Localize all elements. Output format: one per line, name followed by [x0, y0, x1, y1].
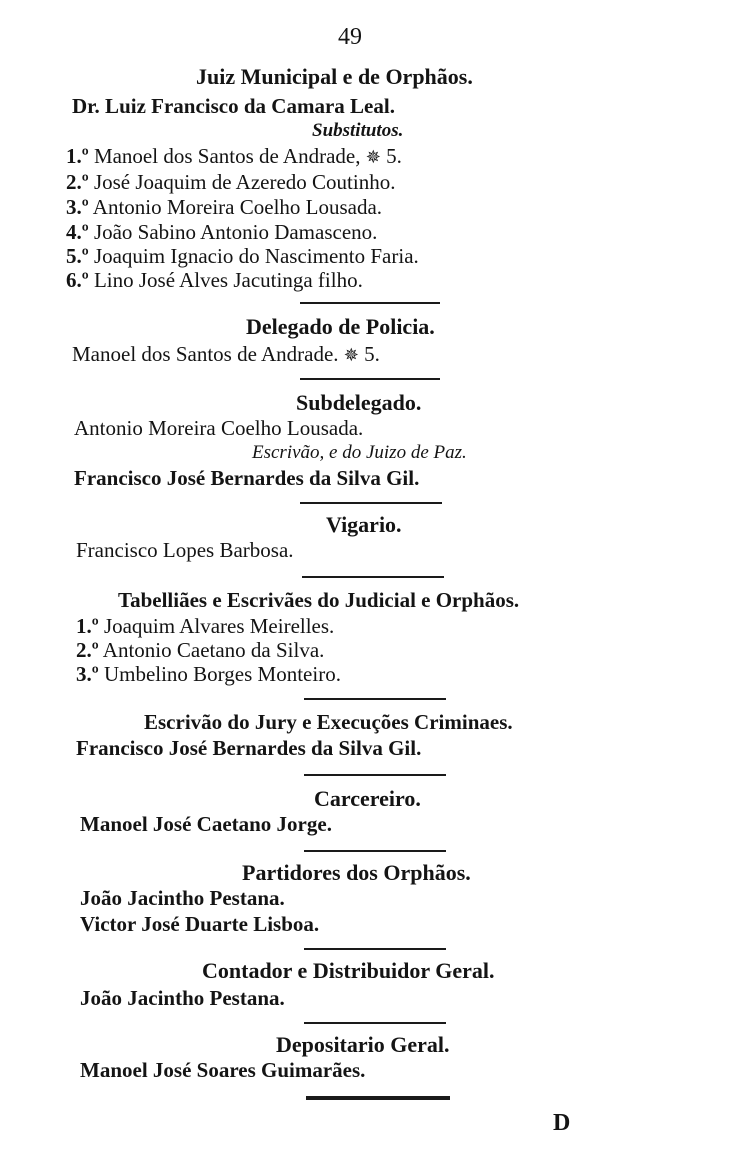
- list-item: [66, 244, 419, 269]
- item-text: João Sabino Antonio Damasceno.: [93, 220, 378, 244]
- heading-contador: Contador e Distribuidor Geral.: [202, 958, 495, 983]
- heading-partidores: Partidores dos Orphãos.: [242, 860, 471, 885]
- item-suffix: 5.: [386, 144, 402, 168]
- divider: [300, 502, 442, 504]
- end-divider: [306, 1096, 450, 1100]
- item-number: 5.º: [66, 244, 89, 268]
- divider: [304, 698, 446, 700]
- list-item: [66, 170, 395, 195]
- heading-juiz: Juiz Municipal e de Orphãos.: [196, 64, 473, 89]
- carcereiro-name: Manoel José Caetano Jorge.: [80, 812, 332, 836]
- list-item: [76, 638, 324, 663]
- item-text: Manoel dos Santos de Andrade,: [93, 144, 361, 168]
- item-number: 4.º: [66, 220, 89, 244]
- divider: [300, 378, 440, 380]
- divider: [304, 948, 446, 950]
- page-number: 49: [338, 24, 362, 50]
- delegado-suffix: 5.: [364, 342, 380, 366]
- item-number: 2.º: [66, 170, 89, 194]
- item-text: Antonio Moreira Coelho Lousada.: [92, 195, 383, 219]
- item-number: 3.º: [76, 662, 99, 686]
- item-text: Joaquim Ignacio do Nascimento Faria.: [93, 244, 419, 268]
- escrivao-paz-name: Francisco José Bernardes da Silva Gil.: [74, 466, 420, 490]
- heading-escrivao-jury: Escrivão do Jury e Execuções Criminaes.: [144, 710, 513, 734]
- depositario-name: Manoel José Soares Guimarães.: [80, 1058, 366, 1082]
- divider: [304, 850, 446, 852]
- partidor-name: João Jacintho Pestana.: [80, 886, 285, 910]
- item-text: Antonio Caetano da Silva.: [102, 638, 325, 662]
- list-item: [66, 195, 382, 220]
- signature-mark: D: [553, 1110, 571, 1136]
- juiz-name: Dr. Luiz Francisco da Camara Leal.: [72, 94, 395, 118]
- list-item: [66, 220, 377, 245]
- item-text: Lino José Alves Jacutinga filho.: [93, 268, 363, 292]
- escrivao-jury-name: Francisco José Bernardes da Silva Gil.: [76, 736, 422, 760]
- heading-tabelliaes: Tabelliães e Escrivães do Judicial e Orphãos.: [118, 588, 520, 612]
- partidor-name: Victor José Duarte Lisboa.: [80, 912, 320, 936]
- divider: [302, 576, 444, 578]
- item-text: Umbelino Borges Monteiro.: [103, 662, 341, 686]
- item-number: 2.º: [76, 638, 99, 662]
- item-number: 1.º: [76, 614, 99, 638]
- heading-depositario: Depositario Geral.: [276, 1032, 450, 1057]
- list-item: [76, 662, 341, 687]
- item-text: José Joaquim de Azeredo Coutinho.: [93, 170, 396, 194]
- heading-vigario: Vigario.: [326, 512, 402, 537]
- contador-name: João Jacintho Pestana.: [80, 986, 285, 1010]
- heading-delegado: Delegado de Policia.: [246, 314, 435, 339]
- heading-carcereiro: Carcereiro.: [314, 786, 421, 811]
- substitutos-label: Substitutos.: [312, 120, 404, 141]
- list-item: [76, 614, 334, 639]
- item-number: 1.º: [66, 144, 89, 168]
- divider: [304, 1022, 446, 1024]
- vigario-name: Francisco Lopes Barbosa.: [76, 538, 294, 562]
- order-star-icon: ✵: [343, 345, 359, 365]
- order-star-icon: ✵: [365, 147, 381, 167]
- item-number: 6.º: [66, 268, 89, 292]
- divider: [300, 302, 440, 304]
- list-item: [66, 268, 363, 293]
- delegado-name-text: Manoel dos Santos de Andrade.: [72, 342, 339, 366]
- divider: [304, 774, 446, 776]
- escrivao-paz-label: Escrivão, e do Juizo de Paz.: [252, 442, 467, 463]
- item-number: 3.º: [66, 195, 89, 219]
- subdelegado-name: Antonio Moreira Coelho Lousada.: [74, 416, 364, 440]
- heading-subdelegado: Subdelegado.: [296, 390, 422, 415]
- item-text: Joaquim Alvares Meirelles.: [103, 614, 335, 638]
- delegado-name: [72, 342, 380, 367]
- list-item: [66, 144, 402, 169]
